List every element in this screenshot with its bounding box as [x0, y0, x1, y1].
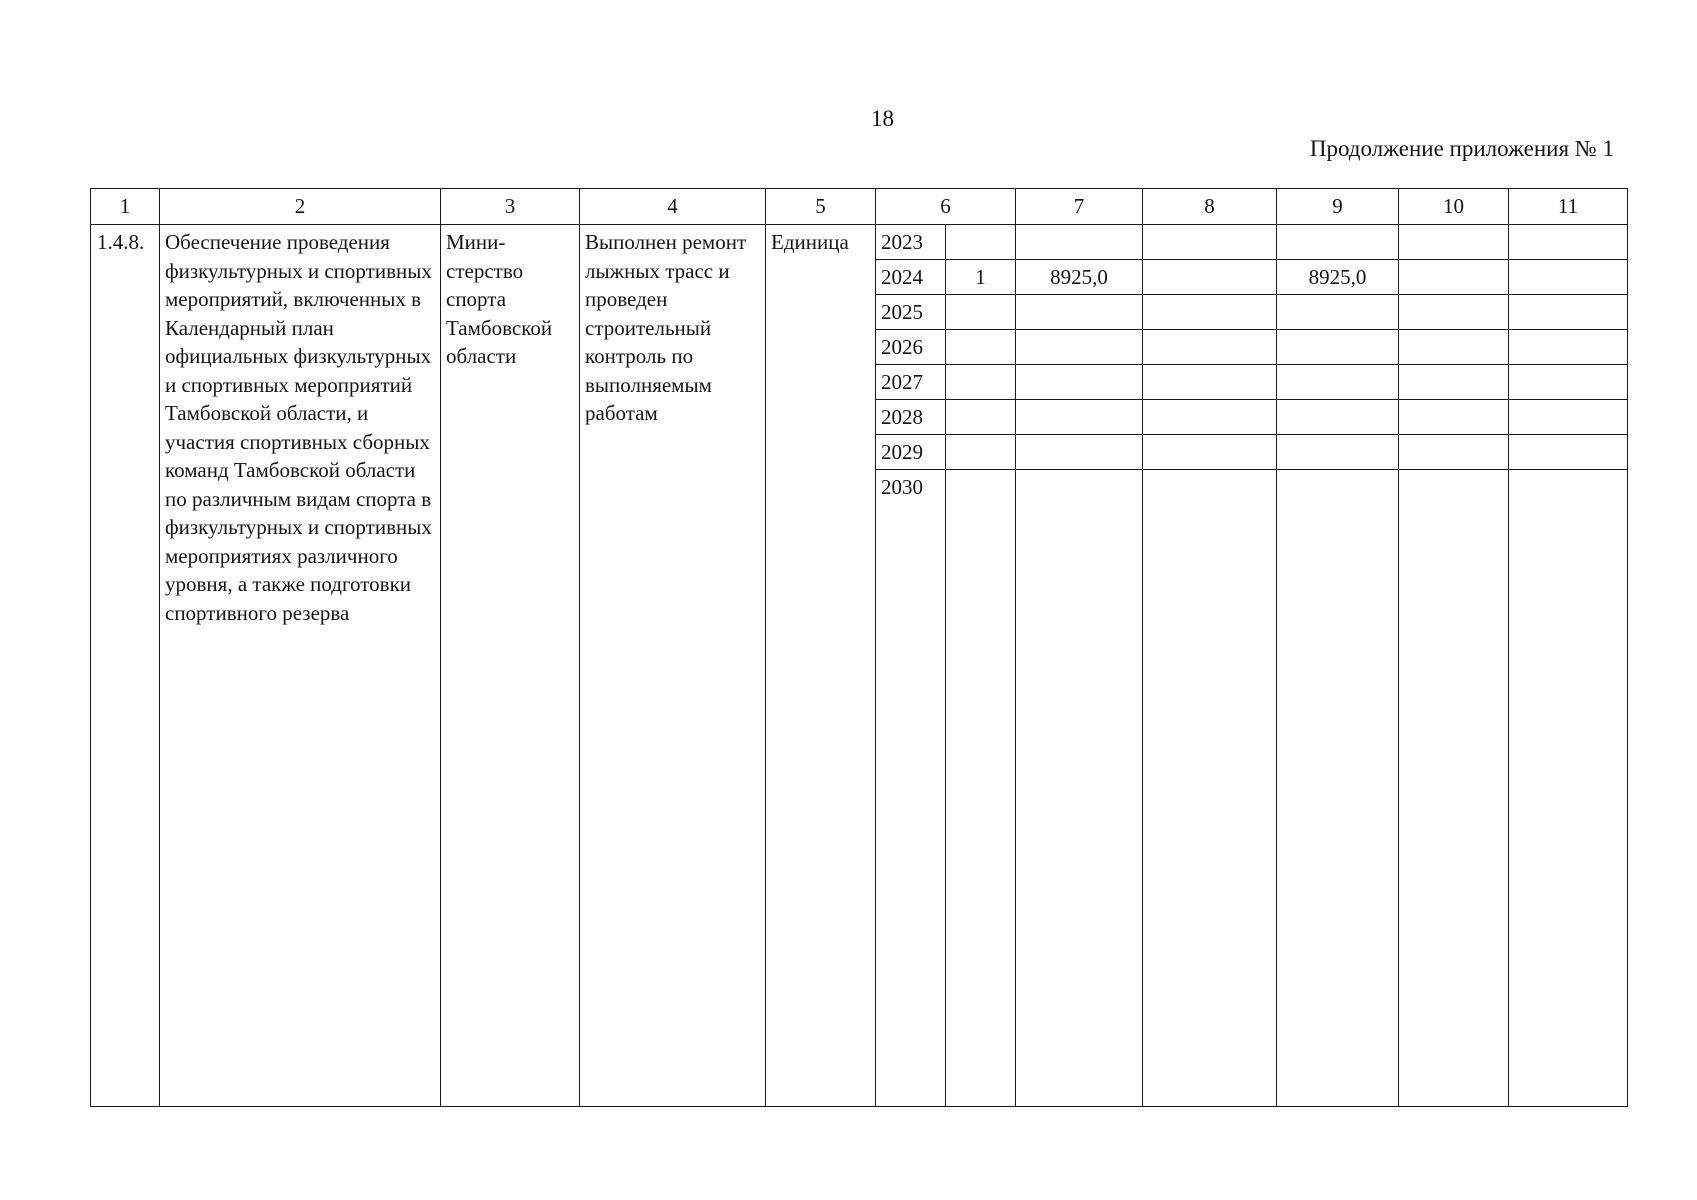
funding-col-11 [1509, 470, 1628, 1107]
funding-col-11 [1509, 225, 1628, 260]
funding-col-10 [1399, 295, 1509, 330]
column-header: 4 [580, 189, 766, 225]
funding-col-9 [1277, 400, 1399, 435]
column-header: 6 [876, 189, 1016, 225]
result-description: Выполнен ремонт лыжных трасс и проведен строительный контроль по выполняемым работам [580, 225, 766, 1107]
year-cell: 2025 [876, 295, 946, 330]
indicator-value [946, 435, 1016, 470]
funding-col-9 [1277, 365, 1399, 400]
indicator-value [946, 400, 1016, 435]
year-cell: 2023 [876, 225, 946, 260]
column-header: 11 [1509, 189, 1628, 225]
indicator-value [946, 225, 1016, 260]
funding-total [1016, 435, 1143, 470]
funding-col-8 [1143, 470, 1277, 1107]
column-header: 1 [91, 189, 160, 225]
funding-col-11 [1509, 365, 1628, 400]
funding-col-11 [1509, 435, 1628, 470]
column-header: 3 [441, 189, 580, 225]
year-cell: 2027 [876, 365, 946, 400]
funding-total [1016, 330, 1143, 365]
indicator-value [946, 295, 1016, 330]
year-cell: 2030 [876, 470, 946, 1107]
year-cell: 2028 [876, 400, 946, 435]
funding-col-9 [1277, 330, 1399, 365]
column-number-row [91, 189, 1628, 225]
funding-col-8 [1143, 330, 1277, 365]
appendix-continuation-note: Продолжение приложения № 1 [1309, 136, 1614, 161]
year-cell: 2026 [876, 330, 946, 365]
funding-col-9: 8925,0 [1277, 260, 1399, 295]
column-header: 10 [1399, 189, 1509, 225]
program-table [90, 188, 1628, 1107]
indicator-value: 1 [946, 260, 1016, 295]
funding-col-10 [1399, 365, 1509, 400]
table-row [91, 225, 1628, 260]
indicator-value [946, 470, 1016, 1107]
funding-col-8 [1143, 260, 1277, 295]
funding-col-10 [1399, 225, 1509, 260]
year-cell: 2029 [876, 435, 946, 470]
indicator-value [946, 330, 1016, 365]
funding-col-8 [1143, 400, 1277, 435]
funding-total: 8925,0 [1016, 260, 1143, 295]
funding-col-10 [1399, 330, 1509, 365]
funding-col-9 [1277, 435, 1399, 470]
column-header: 2 [160, 189, 441, 225]
executor: Мини-стерство спорта Тамбовской области [441, 225, 580, 1107]
column-header: 7 [1016, 189, 1143, 225]
funding-total [1016, 400, 1143, 435]
indicator-value [946, 365, 1016, 400]
funding-col-10 [1399, 435, 1509, 470]
funding-total [1016, 225, 1143, 260]
column-header: 5 [766, 189, 876, 225]
funding-col-9 [1277, 295, 1399, 330]
year-cell: 2024 [876, 260, 946, 295]
funding-col-10 [1399, 470, 1509, 1107]
funding-col-8 [1143, 225, 1277, 260]
funding-total [1016, 365, 1143, 400]
unit-of-measure: Единица [766, 225, 876, 1107]
item-number: 1.4.8. [91, 225, 160, 1107]
column-header: 9 [1277, 189, 1399, 225]
funding-total [1016, 295, 1143, 330]
funding-col-9 [1277, 225, 1399, 260]
funding-col-8 [1143, 435, 1277, 470]
event-description: Обеспечение проведения физкультурных и спортивных мероприятий, включенных в Календарный план официальных физкультурных и спортивных мероприятий Тамбовской области, и участия спортивных сборных команд Тамбовской области по различным видам спорта в физкультурных и спортивных мероприятиях различного уровня, а также подготовки спортивного резерва [160, 225, 441, 1107]
funding-col-11 [1509, 330, 1628, 365]
funding-total [1016, 470, 1143, 1107]
page-number: 18 [871, 106, 894, 131]
funding-col-10 [1399, 260, 1509, 295]
funding-col-11 [1509, 400, 1628, 435]
funding-col-9 [1277, 470, 1399, 1107]
funding-col-10 [1399, 400, 1509, 435]
funding-col-11 [1509, 260, 1628, 295]
funding-col-8 [1143, 295, 1277, 330]
funding-col-11 [1509, 295, 1628, 330]
funding-col-8 [1143, 365, 1277, 400]
column-header: 8 [1143, 189, 1277, 225]
